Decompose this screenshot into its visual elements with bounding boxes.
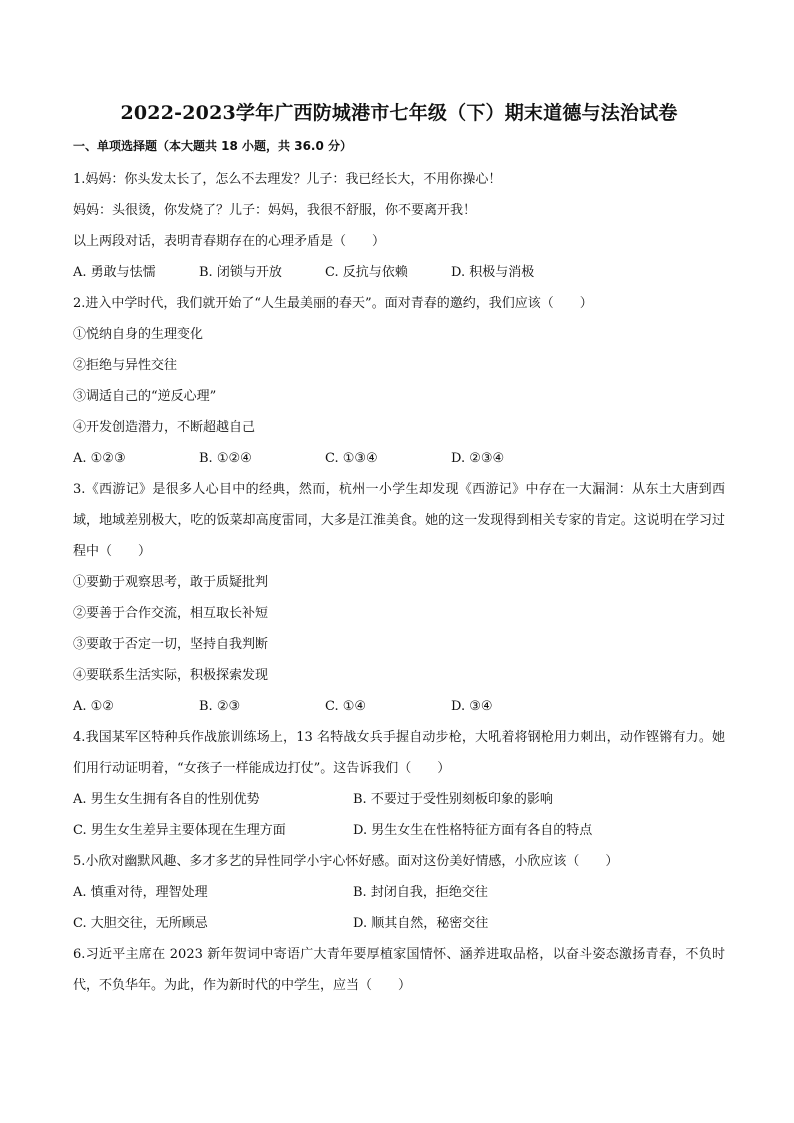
question-3-item-3: ③要敢于否定一切，坚持自我判断 (73, 637, 269, 652)
option-a: A. 勇敢与怯懦 (73, 265, 156, 280)
option-c: C. 大胆交往，无所顾忌 (73, 916, 208, 931)
exam-title: 2022-2023学年广西防城港市七年级（下）期末道德与法治试卷 (120, 102, 678, 124)
option-b: B. 闭锁与开放 (199, 265, 282, 280)
question-3 (73, 474, 725, 722)
option-c: C. 反抗与依赖 (325, 265, 408, 280)
option-c: C. ①③④ (325, 451, 378, 466)
question-2-item-4: ④开发创造潜力，不断超越自己 (73, 420, 256, 435)
option-c: C. 男生女生差异主要体现在生理方面 (73, 823, 286, 838)
question-2-item-2: ②拒绝与异性交往 (73, 358, 178, 373)
question-3-item-2: ②要善于合作交流，相互取长补短 (73, 606, 269, 621)
question-4-options-row-2 (73, 815, 725, 846)
question-1-stem-line-1: 1.妈妈：你头发太长了，怎么不去理发？儿子：我已经长大，不用你操心！ (73, 172, 502, 187)
question-2 (73, 288, 725, 474)
question-3-item-1: ①要勤于观察思考，敢于质疑批判 (73, 575, 269, 590)
question-3-stem: 3.《西游记》是很多人心目中的经典，然而，杭州一小学生却发现《西游记》中存在一大漏洞：从东土大唐到西域，地域差别极大，吃的饭菜却高度雷同，大多是江淮美食。她的这一发现得到相关专家的肯定。这说明在学习过程中（ ） (73, 482, 725, 559)
option-c: C. ①④ (325, 699, 367, 714)
question-4-stem: 4.我国某军区特种兵作战旅训练场上，13 名特战女兵手握自动步枪，大吼着将钢枪用力刺出，动作铿锵有力。她们用行动证明着，“女孩子一样能成边打仗”。这告诉我们（ ） (73, 730, 725, 776)
option-b: B. ②③ (199, 699, 241, 714)
option-d: D. 男生女生在性格特征方面有各自的特点 (353, 823, 593, 838)
option-b: B. 不要过于受性别刻板印象的影响 (353, 792, 553, 807)
question-1 (73, 164, 725, 288)
option-a: A. 慎重对待，理智处理 (73, 885, 208, 900)
question-5 (73, 846, 725, 939)
question-6-stem: 6.习近平主席在 2023 新年贺词中寄语广大青年要厚植家国情怀、涵养进取品格，以奋斗姿态激扬青春，不负时代，不负华年。为此，作为新时代的中学生，应当（ ） (73, 947, 725, 993)
option-b: B. ①②④ (199, 451, 252, 466)
option-d: D. 积极与消极 (451, 265, 535, 280)
option-a: A. ①② (73, 699, 114, 714)
question-2-item-1: ①悦纳自身的生理变化 (73, 327, 204, 342)
section-heading: 一、单项选择题（本大题共 18 小题，共 36.0 分） (73, 139, 353, 153)
option-d: D. ③④ (451, 699, 493, 714)
option-b: B. 封闭自我，拒绝交往 (353, 885, 488, 900)
option-d: D. ②③④ (451, 451, 505, 466)
question-5-options-row-2 (73, 908, 725, 939)
question-3-options (73, 691, 725, 722)
question-4 (73, 722, 725, 846)
question-6 (73, 939, 725, 1001)
option-a: A. 男生女生拥有各自的性别优势 (73, 792, 260, 807)
option-d: D. 顺其自然，秘密交往 (353, 916, 489, 931)
exam-page (73, 100, 725, 1001)
option-a: A. ①②③ (73, 451, 126, 466)
question-4-options-row-1 (73, 784, 725, 815)
question-2-options (73, 443, 725, 474)
question-5-options-row-1 (73, 877, 725, 908)
question-3-item-4: ④要联系生活实际，积极探索发现 (73, 668, 269, 683)
question-1-stem-line-2: 妈妈：头很烫，你发烧了？儿子：妈妈，我很不舒服，你不要离开我！ (73, 203, 477, 218)
question-1-stem-line-3: 以上两段对话，表明青春期存在的心理矛盾是（ ） (73, 234, 386, 249)
question-1-options (73, 257, 725, 288)
question-2-item-3: ③调适自己的“逆反心理” (73, 389, 217, 404)
question-5-stem: 5.小欣对幽默风趣、多才多艺的异性同学小宇心怀好感。面对这份美好情感，小欣应该（ ） (73, 854, 619, 869)
question-2-stem: 2.进入中学时代，我们就开始了“人生最美丽的春天”。面对青春的邀约，我们应该（ ） (73, 296, 593, 311)
